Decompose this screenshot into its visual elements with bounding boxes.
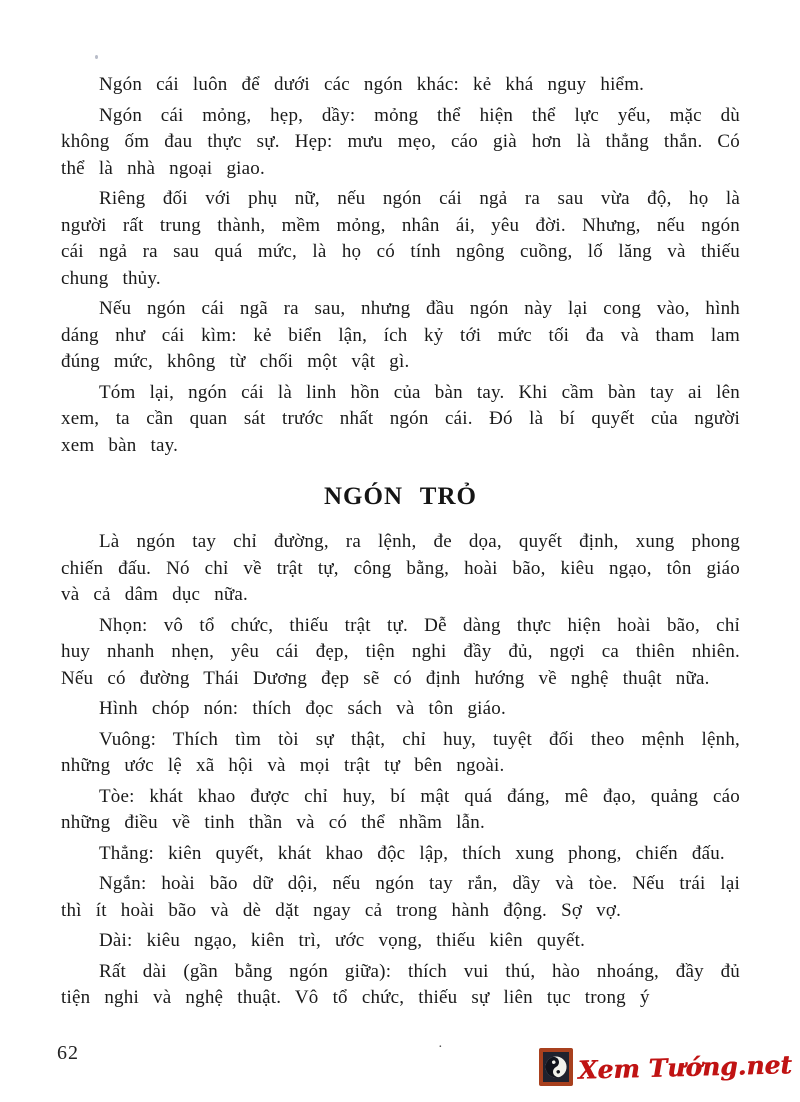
paragraph: Rất dài (gần bằng ngón giữa): thích vui thú, hào nhoáng, đầy đủ tiện nghi và nghệ thuật. Vô tổ chức, thiếu sự liên tục trong ý	[61, 960, 740, 1008]
watermark-logo	[539, 1048, 792, 1086]
paragraph: Nếu ngón cái ngã ra sau, nhưng đầu ngón này lại cong vào, hình dáng như cái kìm: kẻ biển lận, ích kỷ tới mức tối đa và tham lam đúng mức, không từ chối một vật gì.	[61, 298, 740, 372]
yin-yang-icon	[539, 1048, 573, 1086]
paragraph: Ngón cái mỏng, hẹp, dầy: mỏng thể hiện thể lực yếu, mặc dù không ốm đau thực sự. Hẹp: mưu mẹo, cáo già hơn là thẳng thắn. Có thể là nhà ngoại giao.	[61, 104, 740, 179]
scan-artifact-dot: ·	[438, 1040, 443, 1055]
paragraph: Tòe: khát khao được chỉ huy, bí mật quá đáng, mê đạo, quảng cáo những điều về tinh thần và có thể nhầm lẫn.	[61, 785, 740, 833]
paragraph: Nhọn: vô tổ chức, thiếu trật tự. Dễ dàng thực hiện hoài bão, chỉ huy nhanh nhẹn, yêu cái đẹp, tiện nghi đầy đủ, ngợi ca thiên nhiên. Nếu có đường Thái Dương đẹp sẽ có định hướng về nghệ thuật nữa.	[61, 614, 740, 689]
paragraph: Riêng đối với phụ nữ, nếu ngón cái ngả ra sau vừa độ, họ là người rất trung thành, mềm mỏng, nhân ái, yêu đời. Nhưng, nếu ngón cái ngả ra sau quá mức, là họ có tính ngông cuồng, lố lăng và thiếu chung thủy.	[61, 188, 740, 289]
paragraph: Là ngón tay chỉ đường, ra lệnh, đe dọa, quyết định, xung phong chiến đấu. Nó chỉ về trật tự, công bằng, hoài bão, kiêu ngạo, tôn giáo và cả dâm dục nữa.	[61, 531, 740, 605]
paragraph: Vuông: Thích tìm tòi sự thật, chỉ huy, tuyệt đối theo mệnh lệnh, những ước lệ xã hội và mọi trật tự bên ngoài.	[61, 728, 740, 776]
watermark-text: Xem Tướng.net	[577, 1049, 793, 1085]
paragraph: Ngón cái luôn để dưới các ngón khác: kẻ khá nguy hiểm.	[99, 74, 645, 95]
page-number: 62	[57, 1042, 79, 1064]
page-text-block	[61, 72, 740, 1016]
paragraph: Dài: kiêu ngạo, kiên trì, ước vọng, thiếu kiên quyết.	[99, 930, 586, 951]
paragraph: Tóm lại, ngón cái là linh hồn của bàn tay. Khi cầm bàn tay ai lên xem, ta cần quan sát trước nhất ngón cái. Đó là bí quyết của người xem bàn tay.	[61, 381, 740, 456]
paragraph: Hình chóp nón: thích đọc sách và tôn giáo.	[99, 698, 506, 719]
scan-speck	[95, 55, 98, 59]
paragraph: Ngắn: hoài bão dữ dội, nếu ngón tay rắn, dầy và tòe. Nếu trái lại thì ít hoài bão và dè dặt ngay cả trong hành động. Sợ vợ.	[61, 873, 740, 921]
section-heading: NGÓN TRỎ	[324, 483, 477, 510]
paragraph: Thẳng: kiên quyết, khát khao độc lập, thích xung phong, chiến đấu.	[99, 842, 725, 864]
